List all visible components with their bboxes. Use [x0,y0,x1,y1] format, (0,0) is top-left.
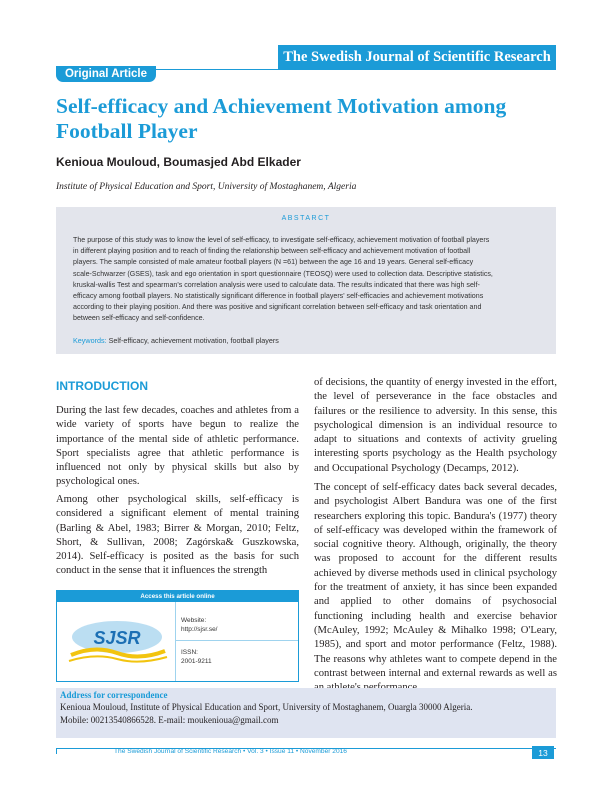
journal-logo [65,611,169,675]
abstract-box [56,207,556,354]
abstract-heading: ABSTARCT [281,215,331,222]
footer-citation: The Swedish Journal of Scientific Research • Vol. 3 • Issue 11 • November 2016 [114,748,347,755]
intro-paragraph-3: of decisions, the quantity of energy invested in the effort, the level of perseverance in the face obstacles and failures or the resilience to adversity. In this sense, this psychological dimension is an individual resource to adapt to situations and contexts of activity grueling interesting sports psychology as the Health psychology and Occupational Psychology (Decamps, 2012). [314,377,557,474]
page-number: 13 [532,746,554,759]
abstract-line: in different playing position and to reach of finding the relationship between self-efficacy and achievement motivation of football [73,247,471,256]
issn-value: 2001-9211 [181,658,212,665]
intro-paragraph-1: During the last few decades, coaches and athletes from a wide variety of sports have begun to realize the importance of the mental side of athletic performance. Sport specialists agree that athletic performance is influenced not only by physical skills but also by psychological ones. [56,405,299,488]
correspondence-title: Address for correspondence [60,690,168,700]
section-title-introduction: INTRODUCTION [56,379,148,393]
abstract-text [73,235,543,325]
access-heading: Access this article online [57,591,298,602]
abstract-line: scale-Schwarzer (GSES), task and ego orientation in sport questionnaire (TEOSQ) were used to collection data. Descriptive statistics, [73,269,493,278]
abstract-line: The purpose of this study was to know the level of self-efficacy, to investigate self-efficacy, achievement motivation of football players [73,236,490,244]
keywords-list: Self-efficacy, achievement motivation, football players [108,336,279,345]
abstract-line: players. The sample consisted of male amateur football players (N =61) between the age 16 and 19 years. General self-efficacy [73,258,474,267]
journal-name-banner: The Swedish Journal of Scientific Research [278,45,556,69]
article-title: Self-efficacy and Achievement Motivation among Football Player [56,94,507,143]
correspondence-contact: Mobile: 00213540866528. E-mail: moukenioua@gmail.com [60,715,279,725]
correspondence-address: Kenioua Mouloud, Institute of Physical Education and Sport, University of Mostaghanem, Ouargla 30000 Algeria. [60,702,473,712]
access-divider [175,602,176,681]
abstract-line: according to their playing position. And there was positive and significant correlation between self-efficacy and task orientation and [73,303,482,312]
abstract-line: between self-efficacy and self-confidence. [73,314,205,323]
author-affiliation: Institute of Physical Education and Sport, University of Mostaghanem, Algeria [56,182,357,192]
footer-rule [56,748,57,754]
access-online-box [56,590,299,682]
article-type-badge: Original Article [56,66,156,82]
abstract-line: efficacy among football players. No statistically significant difference in football players' self-efficacies and achievement motivations [73,292,484,301]
keywords [73,336,543,345]
article-authors: Kenioua Mouloud, Boumasjed Abd Elkader [56,155,301,169]
website-link[interactable]: http://sjsr.se/ [181,626,218,633]
website-label: Website: [181,617,207,624]
access-divider [175,640,298,641]
intro-paragraph-4: The concept of self-efficacy dates back several decades, and psychologist Albert Bandura was one of the first researchers exploring this topic. Bandura's (1977) theory of self-efficacy was developed within the framework of social cognitive theory. Although, originally, the theory was proposed to account for the different results achieved by diverse methods used in clinical psychology for the treatment of anxiety, it has since been expanded and applied to other domains of psychosocial functioning including health and exercise behavior (McAuley, 1992; McAuley & Mihalko 1998; O'Leary, 1985), and sport and motor performance (Feltz, 1988). The reasons why athletes want to compete depend in the contrast between internal and external rewards as well as [314,482,557,679]
intro-paragraph-2: Among other psychological skills, self-efficacy is considered a significant element of mental training (Barling & Abel, 1983; Birrer & Morgan, 2010; Feltz, Short, & Sullivan, 2008; Zagórska& Guszkowska, 2014). Self-efficacy is posited as the basis for such conduct in the sense that it influences the strength [56,494,299,577]
logo-text: SJSR [93,628,141,648]
keywords-label: Keywords: [73,336,107,345]
abstract-line: kruskal-wallis Test and spearman's correlation analysis were used to calculate data. The results indicated that there was high self- [73,280,480,289]
issn-label: ISSN: [181,649,198,656]
correspondence-box [56,688,556,738]
